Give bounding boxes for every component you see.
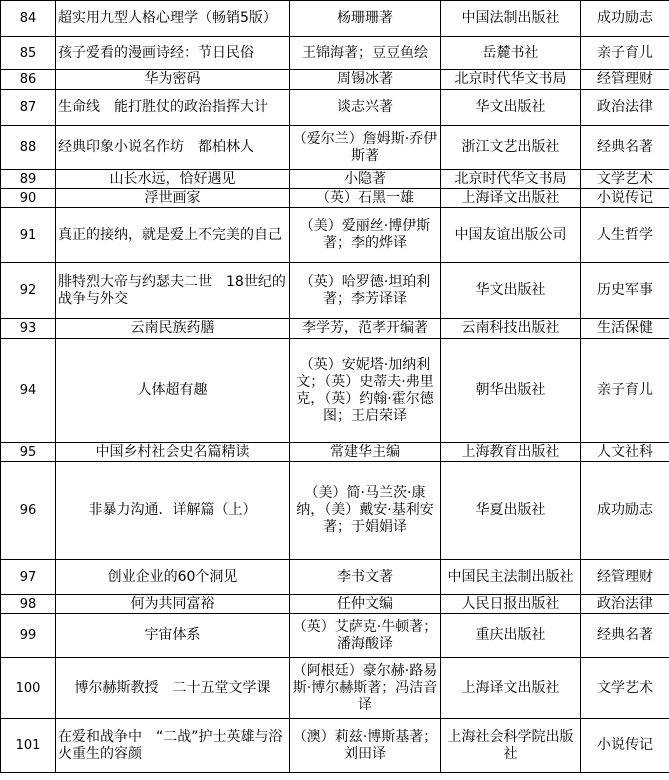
book-author: （英）石黑一雄	[290, 189, 441, 208]
book-author: 李学芳，范孝开编著	[290, 319, 441, 339]
table-row	[1, 1, 669, 37]
book-category: 经典名著	[581, 614, 669, 658]
book-title: 山长水远，恰好遇见	[56, 170, 290, 189]
book-category: 成功励志	[581, 1, 669, 37]
book-category: 人文社科	[581, 443, 669, 462]
book-category: 政治法律	[581, 595, 669, 614]
book-title: 生命线 能打胜仗的政治指挥大计	[56, 90, 290, 126]
book-title: 创业企业的60个洞见	[56, 560, 290, 595]
book-title: 何为共同富裕	[56, 595, 290, 614]
book-category: 亲子育儿	[581, 339, 669, 443]
table-row	[1, 189, 669, 208]
book-publisher: 北京时代华文书局	[441, 70, 581, 90]
book-author: （澳）莉兹·博斯基著；刘田译	[290, 719, 441, 773]
row-number: 98	[1, 595, 56, 614]
book-author: （英）哈罗德·坦珀利著；李芳译译	[290, 263, 441, 319]
book-title: 人体超有趣	[56, 339, 290, 443]
row-number: 90	[1, 189, 56, 208]
row-number: 89	[1, 170, 56, 189]
book-author: 周锡冰著	[290, 70, 441, 90]
book-title: 经典印象小说名作坊 都柏林人	[56, 126, 290, 170]
book-publisher: 岳麓书社	[441, 37, 581, 70]
table-row	[1, 263, 669, 319]
book-category: 小说传记	[581, 189, 669, 208]
table-row	[1, 658, 669, 719]
book-author: （美）爱丽丝·博伊斯著；李的烨译	[290, 208, 441, 263]
row-number: 88	[1, 126, 56, 170]
book-author: 杨珊珊著	[290, 1, 441, 37]
book-author: 任仲文编	[290, 595, 441, 614]
book-title: 华为密码	[56, 70, 290, 90]
table-row	[1, 443, 669, 462]
row-number: 99	[1, 614, 56, 658]
table-row	[1, 339, 669, 443]
row-number: 84	[1, 1, 56, 37]
book-publisher: 云南科技出版社	[441, 319, 581, 339]
book-category: 生活保健	[581, 319, 669, 339]
table-row	[1, 319, 669, 339]
book-author: （英）安妮塔·加纳利文；（英）史蒂夫·弗里克，（英）约翰·霍尔德图；王启荣译	[290, 339, 441, 443]
book-publisher: 中国民主法制出版社	[441, 560, 581, 595]
table-row	[1, 90, 669, 126]
book-title: 宇宙体系	[56, 614, 290, 658]
book-category: 亲子育儿	[581, 37, 669, 70]
table-row	[1, 560, 669, 595]
row-number: 91	[1, 208, 56, 263]
book-author: 李书文著	[290, 560, 441, 595]
book-title: 真正的接纳，就是爱上不完美的自己	[56, 208, 290, 263]
book-publisher: 华文出版社	[441, 263, 581, 319]
book-author: （阿根廷）豪尔赫·路易斯·博尔赫斯著；冯洁音译	[290, 658, 441, 719]
book-category: 历史军事	[581, 263, 669, 319]
book-author: （英）艾萨克·牛顿著；潘海酸译	[290, 614, 441, 658]
row-number: 96	[1, 462, 56, 560]
book-author: 小隐著	[290, 170, 441, 189]
book-publisher: 人民日报出版社	[441, 595, 581, 614]
table-row	[1, 70, 669, 90]
book-category: 经管理财	[581, 560, 669, 595]
row-number: 87	[1, 90, 56, 126]
book-category: 文学艺术	[581, 170, 669, 189]
book-title: 孩子爱看的漫画诗经：节日民俗	[56, 37, 290, 70]
book-category: 人生哲学	[581, 208, 669, 263]
book-title: 超实用九型人格心理学（畅销5版）	[56, 1, 290, 37]
book-title: 腓特烈大帝与约瑟夫二世 18世纪的战争与外交	[56, 263, 290, 319]
row-number: 92	[1, 263, 56, 319]
book-category: 成功励志	[581, 462, 669, 560]
book-author: 王锦海著；豆豆鱼绘	[290, 37, 441, 70]
table-row	[1, 719, 669, 773]
book-title: 浮世画家	[56, 189, 290, 208]
book-title: 在爱和战争中 “二战”护士英雄与浴火重生的容颜	[56, 719, 290, 773]
book-category: 小说传记	[581, 719, 669, 773]
book-category: 文学艺术	[581, 658, 669, 719]
book-publisher: 北京时代华文书局	[441, 170, 581, 189]
book-publisher: 浙江文艺出版社	[441, 126, 581, 170]
book-title: 非暴力沟通．详解篇（上）	[56, 462, 290, 560]
table-row	[1, 208, 669, 263]
book-publisher: 华文出版社	[441, 90, 581, 126]
book-publisher: 中国法制出版社	[441, 1, 581, 37]
row-number: 86	[1, 70, 56, 90]
book-author: 谈志兴著	[290, 90, 441, 126]
book-publisher: 朝华出版社	[441, 339, 581, 443]
row-number: 100	[1, 658, 56, 719]
book-title: 博尔赫斯教授 二十五堂文学课	[56, 658, 290, 719]
book-title: 中国乡村社会史名篇精读	[56, 443, 290, 462]
book-publisher: 华夏出版社	[441, 462, 581, 560]
table-row	[1, 126, 669, 170]
row-number: 94	[1, 339, 56, 443]
book-category: 政治法律	[581, 90, 669, 126]
book-publisher: 上海社会科学院出版社	[441, 719, 581, 773]
table-row	[1, 37, 669, 70]
row-number: 97	[1, 560, 56, 595]
book-publisher: 上海译文出版社	[441, 189, 581, 208]
book-author: （爱尔兰）詹姆斯·乔伊斯著	[290, 126, 441, 170]
table-row	[1, 462, 669, 560]
table-row	[1, 595, 669, 614]
book-author: 常建华主编	[290, 443, 441, 462]
book-publisher: 上海教育出版社	[441, 443, 581, 462]
book-publisher: 上海译文出版社	[441, 658, 581, 719]
row-number: 85	[1, 37, 56, 70]
book-category: 经典名著	[581, 126, 669, 170]
row-number: 93	[1, 319, 56, 339]
book-author: （美）简·马兰茨·康纳，（美）戴安·基利安著；于娟娟译	[290, 462, 441, 560]
table-row	[1, 170, 669, 189]
book-publisher: 重庆出版社	[441, 614, 581, 658]
book-publisher: 中国友谊出版公司	[441, 208, 581, 263]
row-number: 101	[1, 719, 56, 773]
row-number: 95	[1, 443, 56, 462]
book-category: 经管理财	[581, 70, 669, 90]
book-title: 云南民族药膳	[56, 319, 290, 339]
table-row	[1, 614, 669, 658]
